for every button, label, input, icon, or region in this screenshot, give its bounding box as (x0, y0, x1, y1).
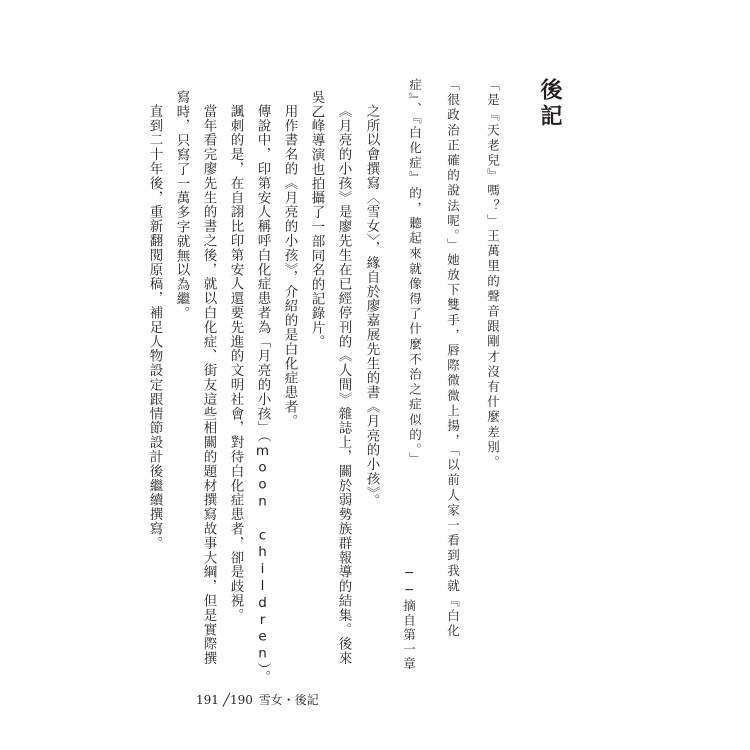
body-paragraph-5: 諷刺的是，在自詡比印第安人還要先進的文明社會，對待白化症患者，卻是歧視。 (227, 104, 244, 623)
body-paragraph-7: 直到二十年後，重新翻閱原稿，補足人物設定跟情節設計後繼續撰寫。 (146, 104, 163, 551)
page-numbers: 191 ╱190 (196, 693, 253, 707)
epigraph-attribution: ──摘自第一章 (401, 565, 417, 672)
chapter-title: 後記 (537, 78, 562, 130)
body-paragraph-6: 當年看完廖先生的書之後，就以白化症、街友這些相關的題材撰寫故事大綱，但是實際撰 (200, 104, 217, 666)
epigraph-line-2: 「很政治正確的說法呢。」她放下雙手，唇際微微上揚，「以前人家一看到我就『白化 (445, 78, 461, 640)
running-head: 雪女・後記 (258, 693, 319, 707)
body-paragraph-2-cont: 吳乙峰導演也拍攝了一部同名的記錄片。 (308, 90, 325, 350)
body-paragraph-2: 《月亮的小孩》是廖先生在已經停刊的《人間》雜誌上，關於弱勢族群報導的結集。後來 (335, 104, 352, 666)
epigraph-line-1: 「是『天老兒』嗎？」王萬里的聲音跟剛才沒有什麼差別。 (485, 78, 501, 471)
epigraph-line-3: 症』、『白化症』的，聽起來就像得了什麼不治之症似的。」 (407, 78, 423, 467)
body-paragraph-3: 用作書名的《月亮的小孩》，介紹的是白化症患者。 (281, 104, 298, 429)
body-paragraph-6-cont: 寫時，只寫了一萬多字就無以為繼。 (173, 90, 190, 321)
body-paragraph-4: 傳說中，印第安人稱呼白化症患者為「月亮的小孩」（moon children）。 (254, 104, 271, 685)
body-paragraph-1: 之所以會撰寫〈雪女〉，緣自於廖嘉展先生的書《月亮的小孩》。 (363, 104, 380, 509)
page-footer (196, 691, 321, 708)
